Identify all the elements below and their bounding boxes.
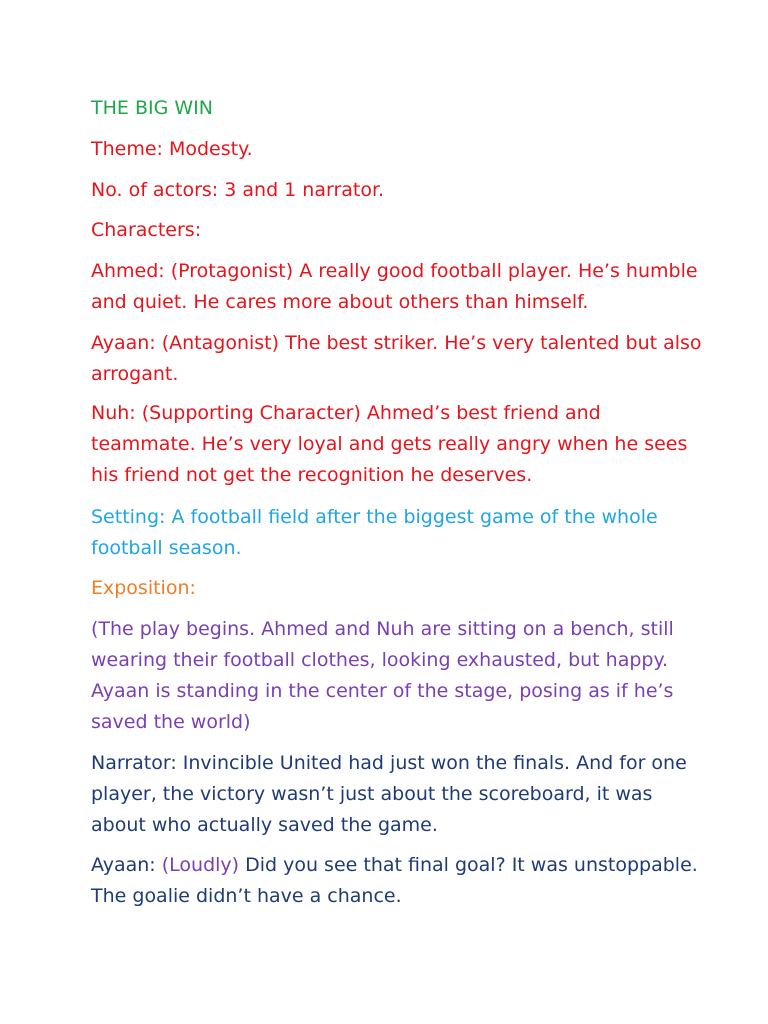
stage-direction-inline: (Loudly) [161, 854, 240, 876]
dialogue-text: Did you see that final goal? It was unstoppable. [239, 854, 698, 876]
ayaan-dialogue-line-1 [91, 850, 711, 881]
character-nuh: Nuh: (Supporting Character) Ahmed’s best friend and teammate. He’s very loyal and gets really angry when he sees his friend not get the recognition he deserves. [91, 402, 688, 486]
ayaan-dialogue: Ayaan: (Loudly) Did you see that final goal? It was unstoppable. The goalie didn’t have a chance. [91, 850, 711, 912]
theme-line: Theme: Modesty. [91, 138, 253, 160]
document-title: THE BIG WIN [91, 97, 213, 119]
speaker-name: Ayaan: [91, 854, 162, 876]
narrator-paragraph: Narrator: Invincible United had just won the finals. And for one player, the victory wasn’t just about the scoreboard, it was about who actually saved the game. [91, 752, 687, 836]
stage-direction-paragraph: (The play begins. Ahmed and Nuh are sitting on a bench, still wearing their football clothes, looking exhausted, but happy. Ayaan is standing in the center of the stage, posing as if he’s saved the world) [91, 618, 674, 733]
setting-paragraph: Setting: A football field after the biggest game of the whole football season. [91, 506, 658, 559]
exposition-heading: Exposition: [91, 577, 196, 599]
characters-heading: Characters: [91, 219, 202, 241]
character-ayaan: Ayaan: (Antagonist) The best striker. He’s very talented but also arrogant. [91, 332, 702, 385]
character-ahmed: Ahmed: (Protagonist) A really good football player. He’s humble and quiet. He cares more about others than himself. [91, 260, 698, 313]
actors-line: No. of actors: 3 and 1 narrator. [91, 179, 385, 201]
